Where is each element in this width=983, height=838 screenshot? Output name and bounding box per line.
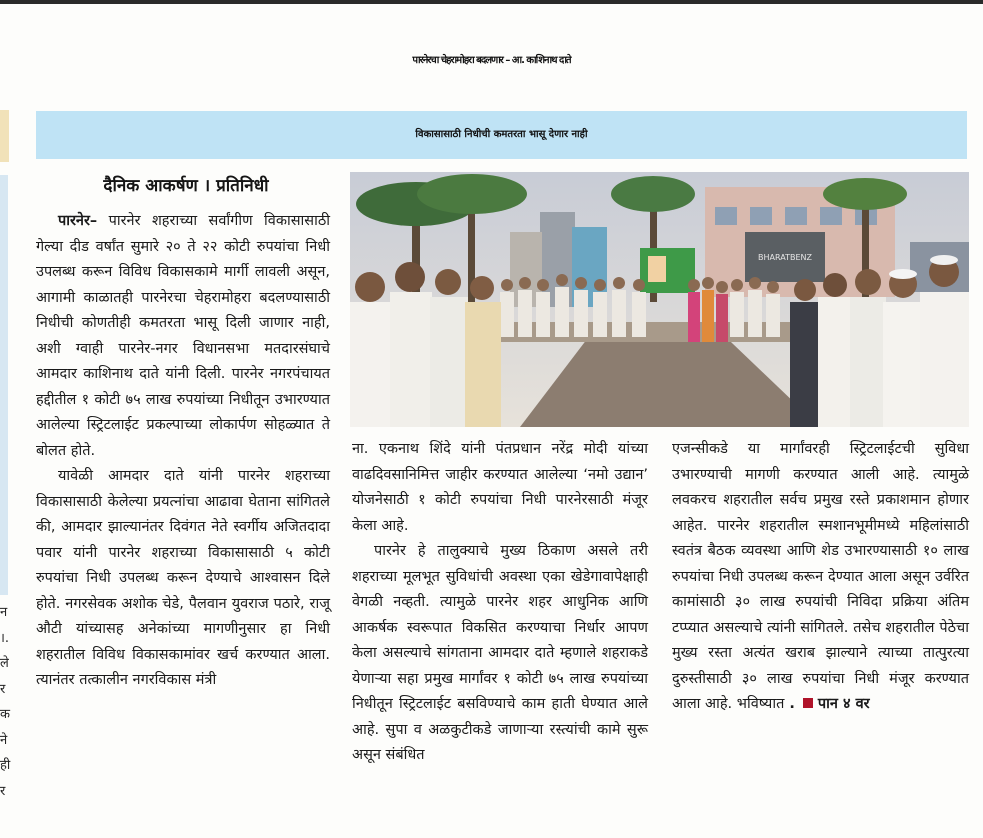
adjacent-column-strip bbox=[0, 175, 8, 595]
edge-fragment: ही bbox=[0, 758, 11, 773]
edge-fragment: र bbox=[0, 783, 6, 799]
top-rule bbox=[0, 0, 983, 4]
paragraph-3: ना. एकनाथ शिंदे यांनी पंतप्रधान नरेंद्र मोदी यांच्या वाढदिवसानिमित्त जाहीर करण्यात आलेल्या ‘नमो उद्यान’ योजनेसाठी १ कोटी रुपयांचा निधी पारनेरसाठी मंजूर केला आहे. bbox=[352, 441, 648, 534]
continued-label: पान ४ वर bbox=[817, 696, 870, 712]
continued-marker: . पान ४ वर bbox=[784, 696, 870, 712]
edge-fragment: ले bbox=[0, 656, 9, 671]
banner-text: BHARATBENZ bbox=[758, 253, 812, 262]
event-photo bbox=[350, 172, 969, 427]
adjacent-article-edge bbox=[0, 110, 9, 162]
edge-fragment: न bbox=[0, 605, 8, 620]
edge-fragment: क bbox=[0, 707, 10, 722]
edge-fragment: ने bbox=[0, 732, 8, 748]
paragraph-4: पारनेर हे तालुक्याचे मुख्य ठिकाण असले तरी शहराच्या मूलभूत सुविधांची अवस्था एका खेडेगावापेक्षाही वेगळी नव्हती. त्यामुळे पारनेर शहर आधुनिक आणि आकर्षक स्वरूपात विकसित करण्याचा निर्धार आपण केला असल्याचे सांगताना आमदार दाते म्हणाले शहराकडे येणाऱ्या सहा प्रमुख मार्गांवर १ कोटी ७५ लाख रुपयांच्या निधीतून स्ट्रिटलाईट बसविण्याचे काम हाती घेण्यात आले आहे. सुपा व अळकुटीकडे जाणाऱ्या रस्त्यांची कामे सुरू असून संबंधित bbox=[352, 543, 648, 763]
edge-fragment: ।. bbox=[0, 630, 10, 646]
article-column-2 bbox=[352, 437, 648, 769]
edge-fragment: र bbox=[0, 681, 6, 697]
headline: पारनेरचा चेहरामोहरा बदलणार – आ. काशिनाथ दाते bbox=[412, 55, 571, 66]
continued-box-icon bbox=[803, 698, 813, 708]
article-column-1 bbox=[36, 209, 330, 694]
paragraph-1: पारनेर शहराच्या सर्वांगीण विकासासाठी गेल्या दीड वर्षांत सुमारे २० ते २२ कोटी रुपयांचा निधी उपलब्ध करून विविध विकासकामे मार्गी लावली असून, आगामी काळातही पारनेरचा चेहरामोहरा बदलण्यासाठी निधीची कोणतीही कमतरता भासू दिली जाणार नाही, अशी ग्वाही पारनेर-नगर विधानसभा मतदारसंघाचे आमदार काशिनाथ दाते यांनी दिली. पारनेर नगरपंचायत हद्दीतील १ कोटी ७५ लाख रुपयांच्या निधीतून उभारण्यात आलेल्या स्ट्रिटलाईट प्रकल्पाच्या लोकार्पण सोहळ्यात ते बोलत होते. bbox=[36, 213, 331, 459]
adjacent-column-fragments bbox=[0, 600, 12, 804]
dateline: पारनेर– bbox=[58, 213, 98, 229]
paragraph-2: यावेळी आमदार दाते यांनी पारनेर शहराच्या विकासासाठी केलेल्या प्रयत्नांचा आढावा घेताना सांगितले की, आमदार झाल्यानंतर दिवंगत नेते स्वर्गीय अजितदादा पवार यांनी पारनेर शहराच्या विकासासाठी ५ कोटी रुपयांचा निधी उपलब्ध करून देण्याचे आश्वासन दिले होते. नगरसेवक अशोक चेडे, पैलवान युवराज पठारे, राजू औटी यांच्यासह अनेकांच्या मागणीनुसार हा निधी शहरातील विविध विकासकामांवर खर्च करण्यात आला. त्यानंतर तत्कालीन नगरविकास मंत्री bbox=[36, 468, 330, 688]
article-column-3 bbox=[672, 437, 969, 718]
event-photo-illustration bbox=[350, 172, 969, 427]
subheadline: विकासासाठी निधीची कमतरता भासू देणार नाही bbox=[36, 111, 967, 159]
byline: दैनिक आकर्षण । प्रतिनिधी bbox=[103, 176, 269, 196]
paragraph-5: एजन्सीकडे या मार्गांवरही स्ट्रिटलाईटची सुविधा उभारण्याची मागणी करण्यात आली आहे. त्यामुळे लवकरच शहरातील सर्वच प्रमुख रस्ते प्रकाशमान होणार आहेत. पारनेर शहरातील स्मशानभूमीमध्ये महिलांसाठी स्वतंत्र बैठक व्यवस्था आणि शेड उभारण्यासाठी १० लाख रुपयांचा निधी उपलब्ध करून देण्यात आला असून उर्वरित कामांसाठी ३० लाख रुपयांची निविदा प्रक्रिया अंतिम टप्प्यात असल्याचे त्यांनी सांगितले. तसेच शहरातील पेठेचा मुख्य रस्ता अत्यंत खराब झाल्याने त्याच्या तात्पुरत्या दुरुस्तीसाठी ३० लाख रुपयांचा निधी मंजूर करण्यात आला आहे. भविष्यात bbox=[672, 441, 969, 712]
